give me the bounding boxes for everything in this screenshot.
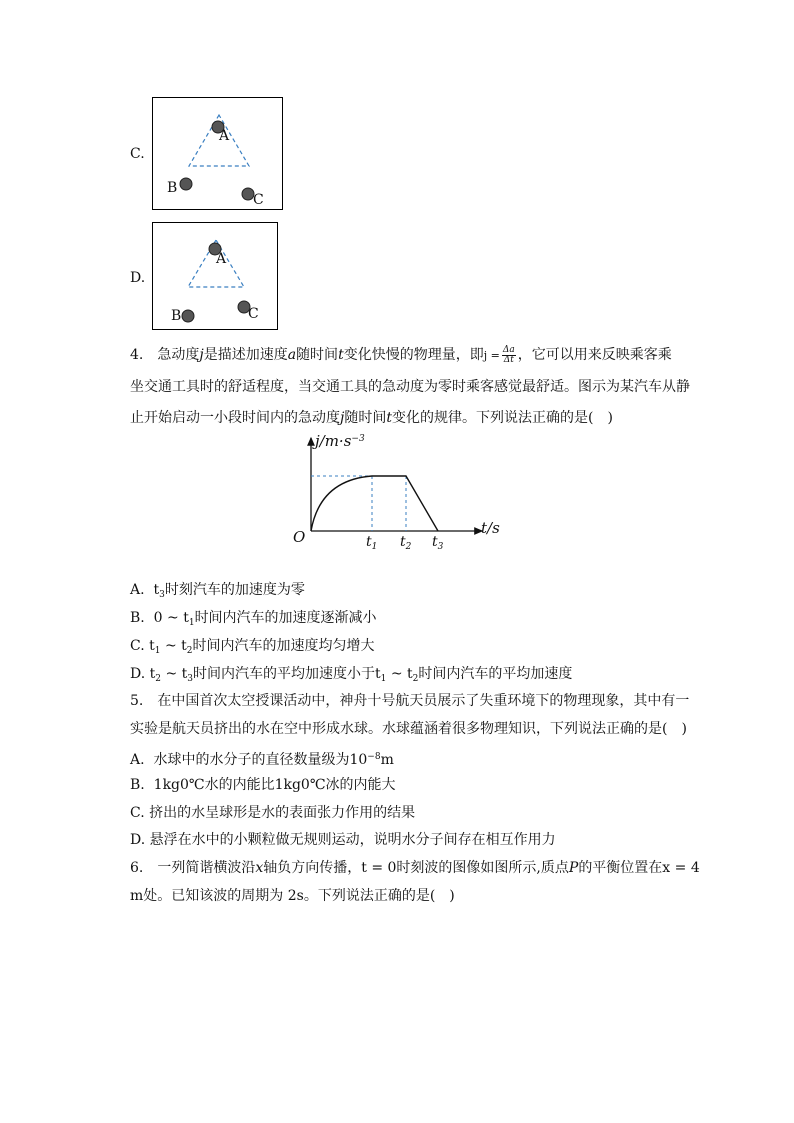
q6-line-2: m处。已知该波的周期为 2s。下列说法正确的是( ) [130, 888, 455, 904]
q5-line-2: 实验是航天员挤出的水在空中形成水球。水球蕴涵着很多物理知识，下列说法正确的是( ) [130, 721, 687, 737]
q5-option-a[interactable] [130, 746, 394, 771]
label-a: A [219, 128, 230, 144]
option-letter: D. [130, 666, 146, 682]
q4-option-a[interactable] [130, 579, 305, 606]
subscript: 2 [155, 674, 162, 684]
label-a: A [216, 251, 227, 267]
option-text: 时间内汽车的平均加速度小于t [193, 666, 381, 682]
var-a: a [287, 347, 297, 363]
jerk-time-graph [290, 430, 510, 560]
tick-t3: $t_3$ [432, 534, 444, 552]
q4-text: 变化的规律。下列说法正确的是( ) [391, 410, 613, 426]
q4-option-c[interactable] [130, 635, 375, 662]
q4-text: 随时间 [344, 410, 387, 426]
option-d-figure [152, 222, 278, 330]
t-symbol: t [153, 582, 160, 598]
option-letter: A. [130, 582, 145, 598]
q5-line-1 [130, 690, 689, 712]
subscript: 3 [187, 674, 194, 684]
formula-lhs: j = [483, 349, 500, 362]
frac-denominator: Δt [503, 354, 514, 365]
option-letter: A. [130, 752, 145, 768]
q4-option-d[interactable] [130, 663, 572, 690]
q4-text: 急动度 [157, 347, 200, 363]
q5-text: 在中国首次太空授课活动中，神舟十号航天员展示了失重环境下的物理现象，其中有一 [157, 693, 690, 709]
tick-t1: $t_1$ [366, 534, 378, 552]
option-letter: C. [130, 638, 145, 654]
q4-text: 随时间 [296, 347, 339, 363]
option-text: 时刻汽车的加速度为零 [164, 582, 305, 598]
q6-text: 的平衡位置在x = 4 [578, 860, 700, 876]
subscript: 1 [380, 674, 387, 684]
y-axis-label: $j/m\cdot s^{-3}$ [315, 432, 365, 450]
q4-line-1 [130, 344, 672, 367]
formula-fraction [502, 346, 516, 365]
option-text: 水球中的水分子的直径数量级为10 [153, 752, 368, 768]
tick-t2: $t_2$ [400, 534, 412, 552]
unit: m [380, 752, 394, 768]
option-letter: D. [130, 832, 146, 848]
range: ~ t [386, 666, 413, 682]
range: ~ t [160, 638, 187, 654]
q6-text: 一列简谐横波沿 [157, 860, 256, 876]
q5-number: 5. [130, 693, 144, 709]
q5-option-c[interactable] [130, 802, 415, 824]
superscript: −8 [367, 752, 381, 762]
range: ~ t [161, 666, 188, 682]
option-text: 时间内汽车的加速度均匀增大 [192, 638, 375, 654]
subscript: 2 [186, 646, 193, 656]
subscript: 2 [412, 674, 419, 684]
jerk-curve [311, 476, 438, 531]
q4-option-b[interactable] [130, 607, 377, 634]
var-p: P [568, 860, 579, 876]
subscript: 3 [159, 590, 165, 600]
var-t: t [386, 410, 392, 426]
q4-line-2: 坐交通工具时的舒适程度，当交通工具的急动度为零时乘客感觉最舒适。图示为某汽车从静 [130, 379, 690, 395]
q6-line-1 [130, 857, 700, 879]
option-c-letter: C. [130, 146, 145, 162]
q4-text: 是描述加速度 [203, 347, 288, 363]
option-letter: C. [130, 805, 145, 821]
label-c: C [253, 192, 264, 208]
subscript: 1 [154, 646, 161, 656]
q4-text: 止开始启动一小段时间内的急动度 [130, 410, 340, 426]
q6-number: 6. [130, 860, 144, 876]
ball-b [180, 178, 192, 190]
q4-text: ，它可以用来反映乘客乘 [517, 347, 672, 363]
q4-text: 变化快慢的物理量，即 [343, 347, 484, 363]
range: 0 ~ t [153, 610, 189, 626]
t-symbol: t [149, 666, 156, 682]
q5-option-b[interactable] [130, 774, 396, 796]
x-axis-label: t/s [481, 519, 500, 537]
option-c-figure [152, 97, 283, 210]
origin-label: O [293, 528, 306, 546]
option-text: 1kg0℃水的内能比1kg0℃冰的内能大 [153, 777, 396, 793]
ball-b [182, 310, 194, 322]
frac-numerator: Δa [502, 344, 515, 355]
option-text: 时间内汽车的平均加速度 [418, 666, 573, 682]
label-b: B [171, 308, 182, 324]
var-t: t [338, 347, 344, 363]
option-letter: B. [130, 610, 145, 626]
option-text: 挤出的水呈球形是水的表面张力作用的结果 [149, 805, 416, 821]
var-j: j [199, 347, 204, 363]
option-letter: B. [130, 777, 145, 793]
label-b: B [167, 180, 178, 196]
t-symbol: t [149, 638, 155, 654]
subscript: 1 [188, 618, 195, 628]
option-d-letter: D. [130, 270, 146, 286]
label-c: C [248, 306, 259, 322]
q4-line-3 [130, 407, 613, 429]
option-text: 悬浮在水中的小颗粒做无规则运动，说明水分子间存在相互作用力 [149, 832, 556, 848]
q5-option-d[interactable] [130, 829, 556, 851]
option-text: 时间内汽车的加速度逐渐减小 [194, 610, 377, 626]
q4-number: 4. [130, 347, 144, 363]
var-j: j [340, 410, 345, 426]
q6-text: 轴负方向传播，t = 0时刻波的图像如图所示,质点 [263, 860, 569, 876]
var-x: x [255, 860, 264, 876]
